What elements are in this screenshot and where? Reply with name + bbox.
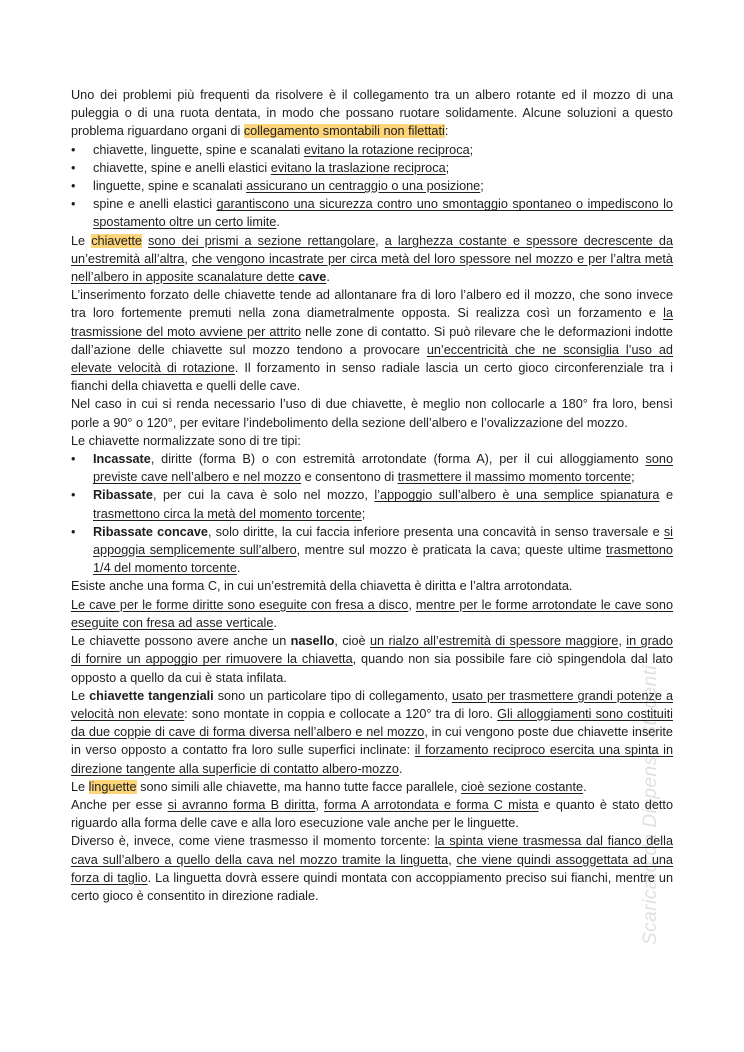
paragraph-chiavette: Le chiavette sono dei prismi a sezione rettangolare, a larghezza costante e spessore decrescente da un’estremità all’altra, che vengono incastrate per circa metà del loro spessore nel mozzo e per l’altra metà nell’albero in apposite scanalature dette cave.	[71, 233, 673, 285]
paragraph-tipi: Le chiavette normalizzate sono di tre tipi:	[71, 433, 301, 448]
paragraph-nasello: Le chiavette possono avere anche un nasello, cioè un rialzo all’estremità di spessore maggiore, in grado di fornire un appoggio per rimuovere la chiavetta, quando non sia possibile fare ciò spingendola dal lato opposto a quello da cui è stata infilata.	[71, 634, 673, 685]
list-item: • Ribassate, per cui la cava è solo nel mozzo, l’appoggio sull’albero è una semplice spianatura e trasmettono circa la metà del momento torcente;	[71, 486, 673, 522]
paragraph-due-chiavette: Nel caso in cui si renda necessario l’uso di due chiavette, è meglio non collocarle a 180° fra loro, bensì porle a 90° o 120°, per evitare l’indebolimento della sezione dell’albero e l’ovalizzazione del mozzo.	[71, 397, 673, 430]
highlight-collegamento: collegamento smontabili non filettati	[243, 124, 445, 139]
paragraph-linguette: Le linguette sono simili alle chiavette, ma hanno tutte facce parallele, cioè sezione costante.	[71, 779, 587, 794]
list-item: • linguette, spine e scanalati assicurano un centraggio o una posizione;	[71, 177, 673, 195]
list-item: • Ribassate concave, solo diritte, la cui faccia inferiore presenta una concavità in senso traversale e si appoggia semplicemente sull’albero, mentre sul mozzo è praticata la cava; queste ultime trasmettono 1/4 del momento torcente.	[71, 523, 673, 578]
list-tipi-chiavette	[71, 450, 673, 577]
list-organi	[71, 141, 673, 232]
highlight-chiavette: chiavette	[91, 233, 142, 248]
paragraph-cave: Le cave per le forme diritte sono eseguite con fresa a disco, mentre per le forme arrotondate le cave sono eseguite con fresa ad asse verticale.	[71, 597, 673, 630]
paragraph-intro: Uno dei problemi più frequenti da risolvere è il collegamento tra un albero rotante ed il mozzo di una puleggia o di una ruota dentata, in modo che possano ruotare solidamente. Alcune soluzioni a questo problema riguardano organi di collegamento smontabili non filettati:	[71, 88, 673, 139]
list-item: • chiavette, linguette, spine e scanalati evitano la rotazione reciproca;	[71, 141, 673, 159]
paragraph-forme-linguette: Anche per esse si avranno forma B diritta, forma A arrotondata e forma C mista e quanto è stato detto riguardo alla forma delle cave e alla loro esecuzione vale anche per le linguette.	[71, 797, 674, 831]
list-item: • chiavette, spine e anelli elastici evitano la traslazione reciproca;	[71, 159, 673, 177]
paragraph-inserimento: L’inserimento forzato delle chiavette tende ad allontanare fra di loro l’albero ed il mozzo, che sono invece tra loro fortemente premuti nella zona diametralmente opposta. Si realizza così un forzamento e la trasmissione del moto avviene per attrito nelle zone di contatto. Si può rilevare che le deformazioni indotte dall’azione delle chiavette sul mozzo tendono a provocare un’eccentricità che ne sconsiglia l’uso ad elevate velocità di rotazione. Il forzamento in senso radiale lascia un certo gioco circonferenziale tra i fianchi della chiavetta e quelli delle cave.	[71, 288, 673, 394]
highlight-linguette: linguette	[88, 779, 137, 794]
paragraph-forma-c: Esiste anche una forma C, in cui un’estremità della chiavetta è diritta e l’altra arrotondata.	[71, 579, 573, 594]
paragraph-momento-torcente: Diverso è, invece, come viene trasmesso il momento torcente: la spinta viene trasmessa dal fianco della cava sull’albero a quello della cava nel mozzo tramite la linguetta, che viene quindi assoggettata ad una forza di taglio. La linguetta dovrà essere quindi montata con accoppiamento preciso sui fianchi, mentre un certo gioco è consentito in direzione radiale.	[71, 834, 673, 903]
list-item: • spine e anelli elastici garantiscono una sicurezza contro uno smontaggio spontaneo o impediscono lo spostamento oltre un certo limite.	[71, 195, 673, 231]
list-item: • Incassate, diritte (forma B) o con estremità arrotondate (forma A), per il cui alloggiamento sono previste cave nell’albero e nel mozzo e consentono di trasmettere il massimo momento torcente;	[71, 450, 673, 486]
watermark: Scaricato da Dispense Studenti	[640, 664, 661, 945]
paragraph-tangenziali: Le chiavette tangenziali sono un particolare tipo di collegamento, usato per trasmettere grandi potenze a velocità non elevate: sono montate in coppia e collocate a 120° tra di loro. Gli alloggiamenti sono costituiti da due coppie di cave di forma diversa nell’albero e nel mozzo, in cui vengono poste due chiavette inserite in verso opposto a contatto fra loro sulle superfici inclinate: il forzamento reciproco esercita una spinta in direzione tangente alla superficie di contatto albero-mozzo.	[71, 688, 674, 776]
document-body	[71, 86, 673, 905]
